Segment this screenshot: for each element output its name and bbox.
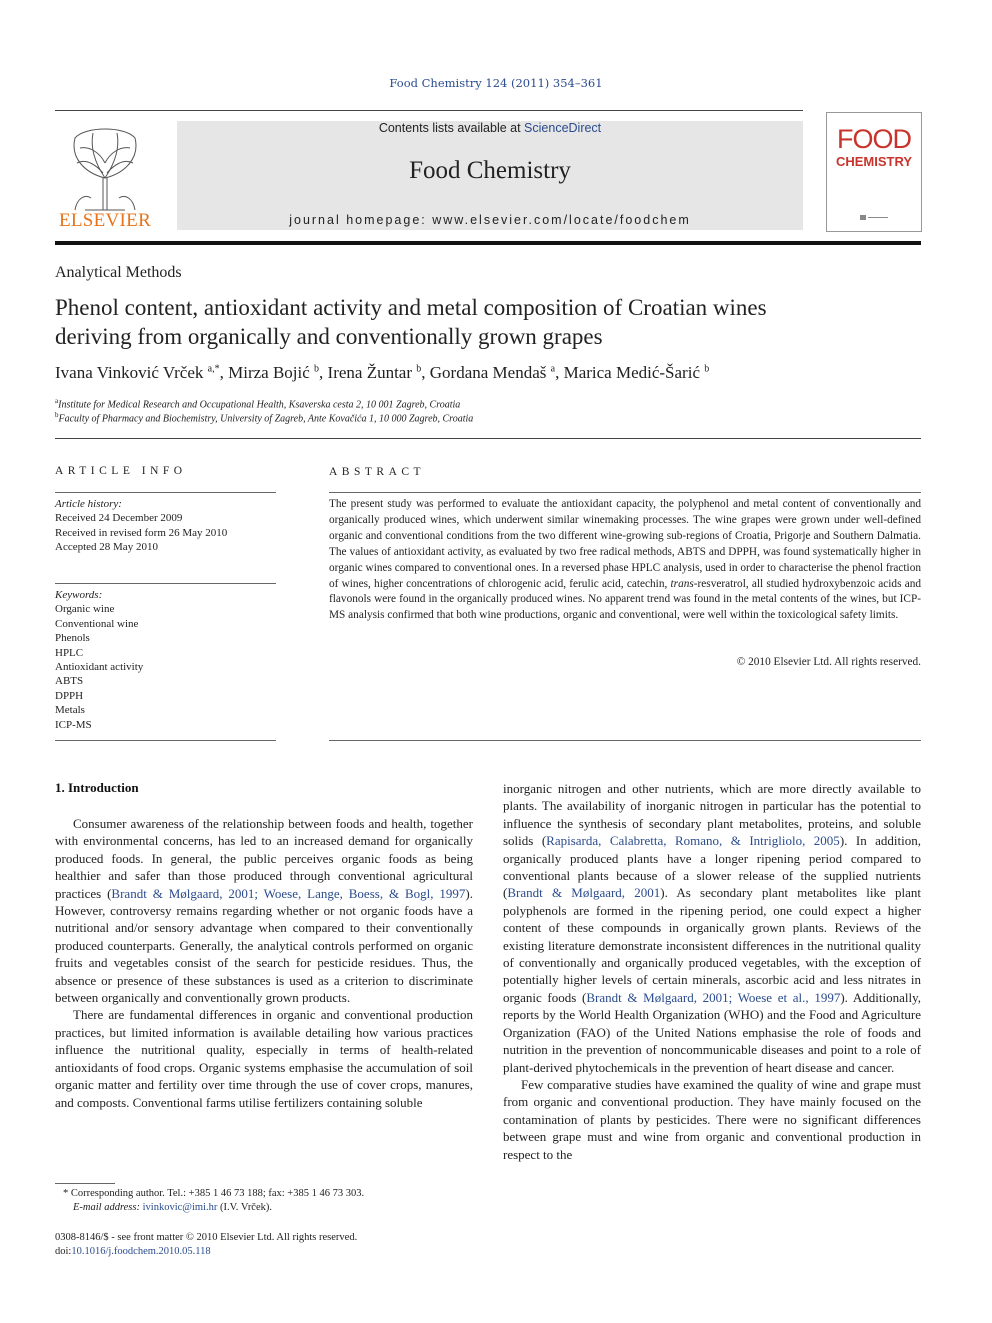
issn-line: 0308-8146/$ - see front matter © 2010 Elsevier Ltd. All rights reserved. (55, 1232, 358, 1243)
abstract-italic: trans (670, 577, 694, 590)
author-name[interactable]: Marica Medić-Šarić (563, 363, 700, 382)
affiliation-mark: a (55, 397, 59, 405)
journal-homepage[interactable]: journal homepage: www.elsevier.com/locate/foodchem (289, 213, 691, 227)
cover-publisher-mark (860, 213, 888, 221)
abstract-rule (329, 492, 921, 493)
citation-link[interactable]: Brandt & Mølgaard, 2001; Woese, Lange, Boess, & Bogl, 1997 (111, 885, 466, 901)
citation-link[interactable]: Rapisarda, Calabretta, Romano, & Intrigliolo, 2005 (546, 833, 840, 849)
intro-paragraph-1 (55, 815, 473, 1006)
keyword-item: Antioxidant activity (55, 661, 144, 674)
doi-label: doi: (55, 1246, 72, 1257)
article-history (55, 497, 276, 555)
title-separator (55, 438, 921, 439)
text-run: inorganic nitrogen and other nutrients, which are more directly available to plants. The availability of inorganic nitrogen in particular has the potential to influence the synthesis of secondary plant metabolites, proteins, and soluble solids ( (503, 781, 921, 849)
author-name[interactable]: Irena Žuntar (327, 363, 413, 382)
keyword-item: Metals (55, 704, 85, 717)
author-affiliation-mark[interactable]: b (314, 363, 320, 375)
affiliation-b (55, 411, 473, 424)
email-label: E-mail address: (73, 1202, 143, 1213)
abstract-bottom-rule (329, 740, 921, 741)
doi-link[interactable]: 10.1016/j.foodchem.2010.05.118 (71, 1246, 211, 1257)
keyword-item: DPPH (55, 689, 84, 702)
keyword-item: Organic wine (55, 603, 115, 616)
article-title (55, 293, 921, 351)
journal-name: Food Chemistry (409, 157, 571, 184)
body-right-column (503, 780, 921, 1163)
citation-link[interactable]: Brandt & Mølgaard, 2001 (507, 885, 661, 901)
article-info-heading: ARTICLE INFO (55, 465, 187, 477)
keyword-item: ABTS (55, 675, 84, 688)
email-note (73, 1202, 272, 1213)
author-name[interactable]: Gordana Mendaš (429, 363, 547, 382)
keywords-label: Keywords: (55, 589, 103, 601)
article-title-line-1: Phenol content, antioxidant activity and metal composition of Croatian wines (55, 295, 767, 320)
author-name[interactable]: Ivana Vinković Vrček (55, 363, 204, 382)
keyword-item: HPLC (55, 646, 84, 659)
history-accepted: Accepted 28 May 2010 (55, 541, 158, 554)
journal-citation[interactable]: Food Chemistry 124 (2011) 354–361 (389, 76, 603, 90)
body-left-column (55, 815, 473, 1111)
cover-title-food: FOOD (837, 124, 911, 154)
author-affiliation-mark[interactable]: a (550, 363, 556, 375)
abstract-part-1: The present study was performed to evaluate the antioxidant capacity, the polyphenol and metal content of conventionally and organically produced wines, which underwent similar winemaking processes. The wine grapes were grown under well-defined organic and conventional conditions from the two different wine-growing sub-regions of Croatia, Prigorje and Southern Dalmatia. The values of antioxidant activity, as evaluated by two free radical methods, ABTS and DPPH, was found systematically higher in organic wines compared to conventional ones. In a reversed phase HPLC analysis, used in order to characterise the phenol fraction of wines, higher concentrations of chlorogenic acid, ferulic acid, catechin, (329, 498, 921, 590)
intro-paragraph-continued (503, 780, 921, 1076)
abstract-part-2: -resveratrol, all studied hydroxybenzoic acids and flavonols were found in the organically produced wines. No apparent trend was found in the metal contents of the wines, but ICP-MS analysis confirmed that both wine productions, organic and conventional, were well within the toxicological safety limits. (329, 577, 922, 622)
author-affiliation-mark[interactable]: a,* (207, 363, 220, 375)
citation-link[interactable]: Brandt & Mølgaard, 2001; Woese et al., 1997 (586, 989, 841, 1005)
intro-paragraph-3: Few comparative studies have examined the quality of wine and grape must from organic and conventional production. They have mainly focused on the contamination of plants by pesticides. There were no significant differences between grape must and wine from organic and conventional production in respect to the (503, 1076, 921, 1162)
introduction-heading: 1. Introduction (55, 780, 139, 795)
contents-prefix: Contents lists available at (378, 121, 525, 135)
intro-paragraph-2: There are fundamental differences in organic and conventional production practices, but limited information is available detailing how various practices influence the nutritional quality, especially in terms of health-related antioxidants of food crops. Organic systems emphasise the accumulation of soil organic matter and fertility over time through the use of cover crops, manures, and composts. Conventional farms utilise fertilizers containing soluble (55, 1007, 473, 1110)
footnote-rule (55, 1183, 115, 1184)
author-name[interactable]: Mirza Bojić (228, 363, 310, 382)
cover-title-chemistry: CHEMISTRY (835, 154, 913, 169)
info-bottom-rule (55, 740, 276, 741)
sciencedirect-link[interactable]: ScienceDirect (524, 121, 602, 135)
text-run: ). However, controversy remains regarding whether or not organic foods have a nutritional and/or sensory advantage when compared to their conventionally produced counterparts. Generally, the analytical controls performed on organic fruits and vegetables consist of the search for pesticide residues. Thus, the absence or presence of these substances is used as a criterion to discriminate between organically and conventionally grown products. (55, 885, 473, 1006)
abstract-heading: ABSTRACT (329, 466, 426, 478)
elsevier-wordmark: ELSEVIER (58, 210, 152, 231)
email-suffix: (I.V. Vrček). (217, 1202, 273, 1213)
header-thick-rule (55, 241, 921, 245)
author-affiliation-mark[interactable]: b (704, 363, 710, 375)
keyword-item: Phenols (55, 632, 90, 645)
text-run: ). As secondary plant metabolites like plant polyphenols are formed in the ripening period, one could expect a higher content of these compounds in organically grown plants. Reviews of the existing literature demonstrate inconsistent differences in the nutritional quality of conventionally and organically produced vegetables, with the exception of potentially higher levels of certain minerals, ascorbic acid and less nitrates in organic foods ( (503, 885, 921, 1005)
header-rule (55, 110, 803, 111)
doi-line (55, 1246, 211, 1257)
keywords-block (55, 588, 276, 732)
author-list: Ivana Vinković Vrček $^{a,*}$, Mirza Bojić $^b$, Irena Žuntar $^b$, Gordana Mendaš $^a$, Marica Medić-Šarić $^b$ (55, 363, 710, 382)
affiliation-a (55, 397, 460, 410)
history-label: Article history: (55, 498, 122, 510)
text-run: Consumer awareness of the relationship between foods and health, together with environmental concerns, has led to an increased demand for organically produced foods. In general, the public perceives organic foods as being healthier and safer than those produced through conventional agricultural practices ( (55, 816, 473, 901)
text-run: ). In addition, organically produced plants have a longer ripening period compared to conventional plants because of a slower release of the supplied nutrients ( (503, 833, 922, 901)
author-affiliation-mark[interactable]: b (416, 363, 422, 375)
corresponding-author-note: * Corresponding author. Tel.: +385 1 46 73 188; fax: +385 1 46 73 303. (63, 1188, 365, 1199)
affiliation-mark: b (55, 411, 59, 419)
keyword-item: Conventional wine (55, 617, 139, 630)
keywords-rule (55, 583, 276, 584)
affiliation-text: Faculty of Pharmacy and Biochemistry, University of Zagreb, Ante Kovačića 1, 10 000 Zagreb, Croatia (58, 413, 474, 425)
contents-line (177, 121, 803, 135)
keyword-item: ICP-MS (55, 718, 92, 731)
abstract-copyright: © 2010 Elsevier Ltd. All rights reserved. (736, 656, 921, 668)
history-received: Received 24 December 2009 (55, 512, 183, 525)
info-rule (55, 492, 276, 493)
history-revised: Received in revised form 26 May 2010 (55, 526, 228, 539)
section-type: Analytical Methods (55, 264, 182, 281)
email-link[interactable]: ivinkovic@imi.hr (142, 1202, 218, 1213)
affiliation-text: Institute for Medical Research and Occupational Health, Ksaverska cesta 2, 10 001 Zagreb, Croatia (58, 399, 461, 411)
abstract-text (329, 497, 921, 624)
text-run: ). Additionally, reports by the World Health Organization (WHO) and the Food and Agriculture Organization (FAO) of the United Nations emphasise the role of foods and nutrition in the prevention of noncommunicable diseases and point to a role of plant-derived phytochemicals in the prevention of heart disease and cancer. (503, 989, 921, 1075)
article-title-line-2: deriving from organically and conventionally grown grapes (55, 324, 603, 349)
